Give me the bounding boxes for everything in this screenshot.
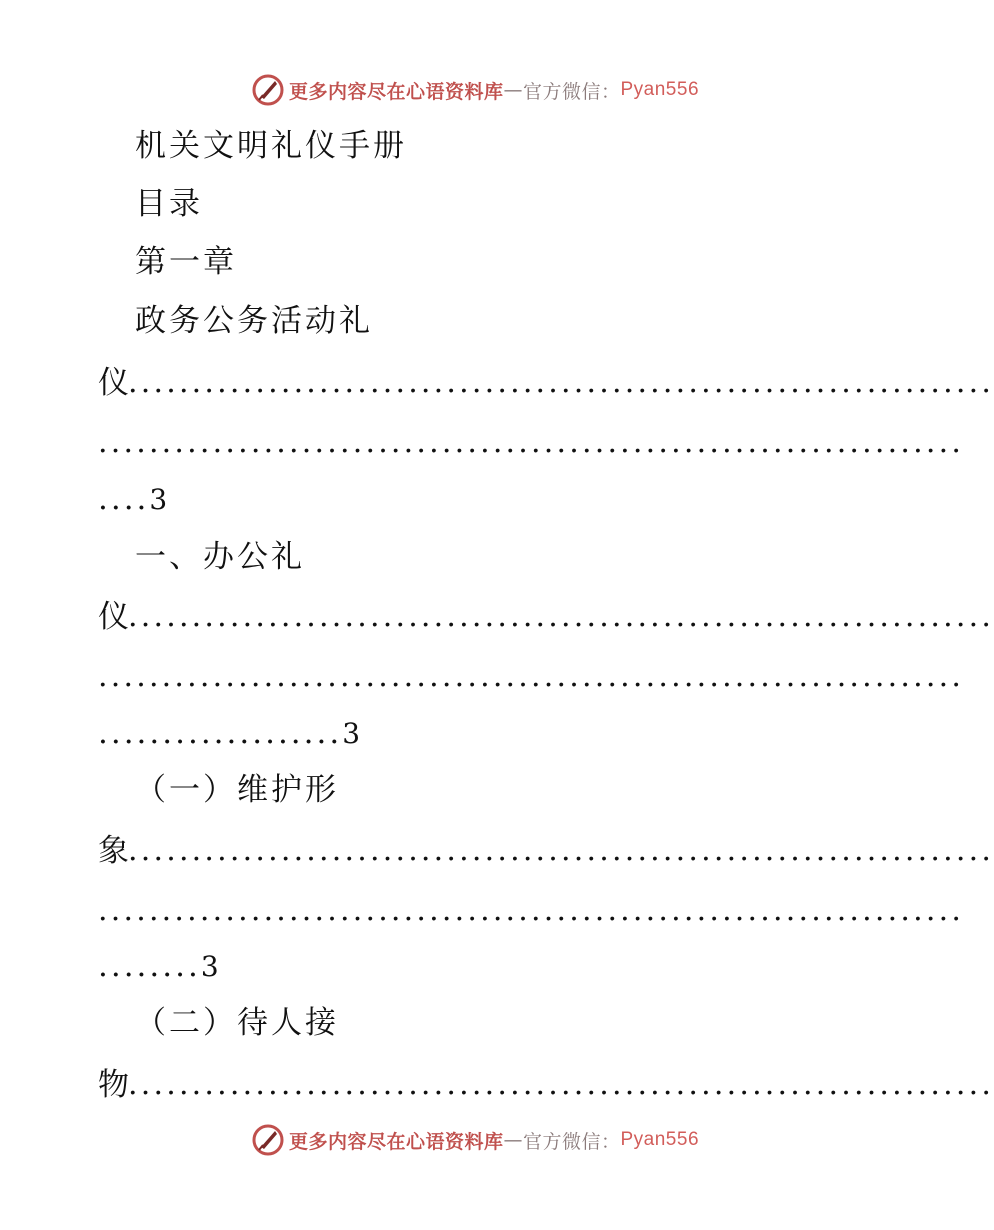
toc-entry-tail: 物 [98, 1067, 132, 1103]
toc-entry-title: 政务公务活动礼 [135, 303, 373, 339]
page-number: 3 [342, 717, 361, 750]
toc-entry-leader-end: ........3 [98, 948, 219, 984]
watermark-wechat-id: Pyan556 [620, 1129, 700, 1150]
dot-leader: .................................................................... [128, 833, 994, 868]
toc-entry-tail: 仪 [98, 599, 132, 635]
dot-leader: .................................................................... [128, 599, 994, 634]
watermark-text: 更多内容尽在心语资料库 [288, 80, 504, 103]
chapter-label: 第一章 [135, 244, 237, 280]
dot-leader: .................................................................... [128, 365, 994, 400]
toc-entry-leader-end: ....3 [98, 481, 168, 517]
page-number: 3 [149, 483, 168, 516]
document-title: 机关文明礼仪手册 [135, 128, 407, 164]
toc-entry-leader-end: ...................3 [98, 715, 361, 751]
toc-entry-title: （二）待人接 [135, 1005, 339, 1041]
watermark-text: 更多内容尽在心语资料库 [288, 1130, 504, 1153]
quill-logo-icon [251, 1123, 285, 1157]
toc-entry-title: 一、办公礼 [135, 539, 305, 575]
dot-leader: .................................................................... [98, 893, 965, 928]
watermark-dash: — [503, 1129, 523, 1151]
watermark-wechat-label: 官方微信： [522, 80, 621, 103]
header-watermark [0, 70, 950, 110]
toc-entry-tail: 仪 [98, 365, 132, 401]
contents-heading: 目录 [135, 186, 203, 222]
watermark-wechat-label: 官方微信： [522, 1130, 621, 1153]
page-number: 3 [200, 950, 219, 983]
watermark-wechat-id: Pyan556 [620, 79, 700, 100]
dot-leader: .................................................................... [128, 1067, 994, 1102]
quill-logo-icon [251, 73, 285, 107]
toc-entry-tail: 象 [98, 833, 132, 869]
footer-watermark [0, 1120, 950, 1160]
dot-leader: .................................................................... [98, 425, 965, 460]
watermark-dash: — [503, 79, 523, 101]
toc-entry-title: （一）维护形 [135, 772, 339, 808]
dot-leader: .................................................................... [98, 659, 965, 694]
